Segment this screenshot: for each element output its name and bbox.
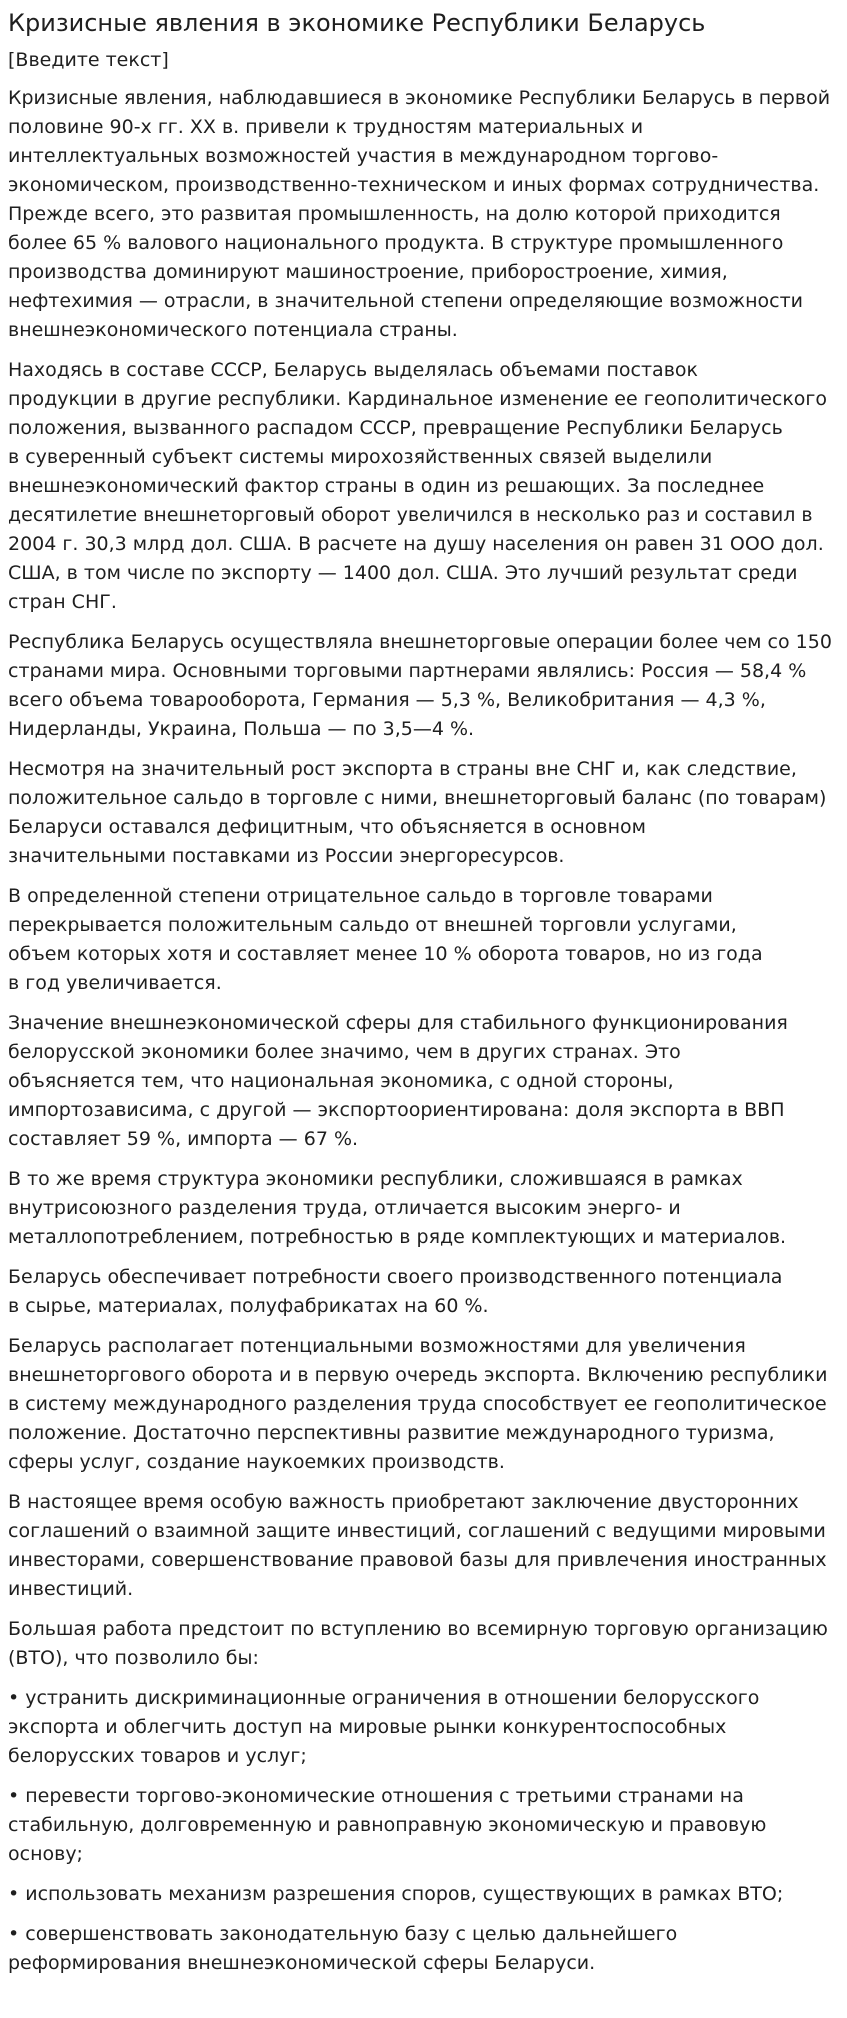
paragraph-potential: Беларусь располагает потенциальными возможностями для увеличения внешнеторгового оборота и в первую очередь экспорта. Включению республики в систему международного разделения труда способствует ее геополитическое положение. Достаточно перспективны развитие международного туризма, сферы услуг, создание наукоемких производств. xyxy=(8,1335,828,1473)
list-item-disputes: • использовать механизм разрешения споров, существующих в рамках ВТО; xyxy=(8,1883,784,1905)
paragraph-crisis: Кризисные явления, наблюдавшиеся в экономике Республики Беларусь в первой половине 90-х гг. XX в. привели к трудностям материальных и интеллектуальных возможностей участия в международном торгово- экономическом, производственно-техническом и иных формах сотрудничества. Прежде всего, это развитая промышленность, на долю которой приходится более 65 % валового национального продукта. В структуре промышленного производства доминируют машиностроение, приборостроение, химия, нефтехимия — отрасли, в значительной степени определяющие возможности внешнеэкономического потенциала страны. xyxy=(8,87,831,341)
paragraph-export-growth: Несмотря на значительный рост экспорта в страны вне СНГ и, как следствие, положительное сальдо в торговле с ними, внешнеторговый баланс (по товарам) Беларуси оставался дефицитным, что объясняется в основном значительными поставками из России энергоресурсов. xyxy=(8,758,827,867)
list-item-discrimination: • устранить дискриминационные ограничения в отношении белорусского экспорта и облегчить доступ на мировые рынки конкурентоспособных белорусских товаров и услуг; xyxy=(8,1687,760,1767)
paragraph-investments: В настоящее время особую важность приобретают заключение двусторонних соглашений о взаимной защите инвестиций, соглашений с ведущими мировыми инвесторами, совершенствование правовой базы для привлечения иностранных инвестиций. xyxy=(8,1491,827,1600)
paragraph-services-saldo: В определенной степени отрицательное сальдо в торговле товарами перекрывается положительным сальдо от внешней торговли услугами, объем которых хотя и составляет менее 10 % оборота товаров, но из года в год увеличивается. xyxy=(8,885,763,994)
paragraph-partners: Республика Беларусь осуществляла внешнеторговые операции более чем со 150 странами мира. Основными торговыми партнерами являлись: Россия — 58,4 % всего объема товарооборота, Германия — 5,3 %, Великобритания — 4,3 %, Нидерланды, Украина, Польша — по 3,5—4 %. xyxy=(8,631,832,740)
page-title: Кризисные явления в экономике Республики Беларусь xyxy=(8,9,706,37)
paragraph-significance: Значение внешнеэкономической сферы для стабильного функционирования белорусской экономики более значимо, чем в других странах. Это объясняется тем, что национальная экономика, с одной стороны, импортозависима, с другой — экспортоориентирована: доля экспорта в ВВП составляет 59 %, импорта — 67 %. xyxy=(8,1012,788,1150)
paragraph-ussr: Находясь в составе СССР, Беларусь выделялась объемами поставок продукции в другие республики. Кардинальное изменение ее геополитического положения, вызванного распадом СССР, превращение Республики Беларусь в суверенный субъект системы мирохозяйственных связей выделили внешнеэкономический фактор страны в один из решающих. За последнее десятилетие внешнеторговый оборот увеличился в несколько раз и составил в 2004 г. 30,3 млрд дол. США. В расчете на душу населения он равен 31 ООО дол. США, в том числе по экспорту — 1400 дол. США. Это лучший результат среди стран СНГ. xyxy=(8,359,828,613)
paragraph-wto: Большая работа предстоит по вступлению во всемирную торговую организацию (ВТО), что позволило бы: xyxy=(8,1618,828,1669)
list-item-relations: • перевести торгово-экономические отношения с третьими странами на стабильную, долговременную и равноправную экономическую и правовую основу; xyxy=(8,1785,767,1865)
paragraph-needs: Беларусь обеспечивает потребности своего производственного потенциала в сырье, материалах, полуфабрикатах на 60 %. xyxy=(8,1266,783,1317)
list-item-legislation: • совершенствовать законодательную базу с целью дальнейшего реформирования внешнеэкономической сферы Беларуси. xyxy=(8,1923,678,1974)
text-placeholder[interactable]: [Введите текст] xyxy=(8,49,169,71)
paragraph-structure: В то же время структура экономики республики, сложившаяся в рамках внутрисоюзного разделения труда, отличается высоким энерго- и металлопотреблением, потребностью в ряде комплектующих и материалов. xyxy=(8,1168,787,1248)
